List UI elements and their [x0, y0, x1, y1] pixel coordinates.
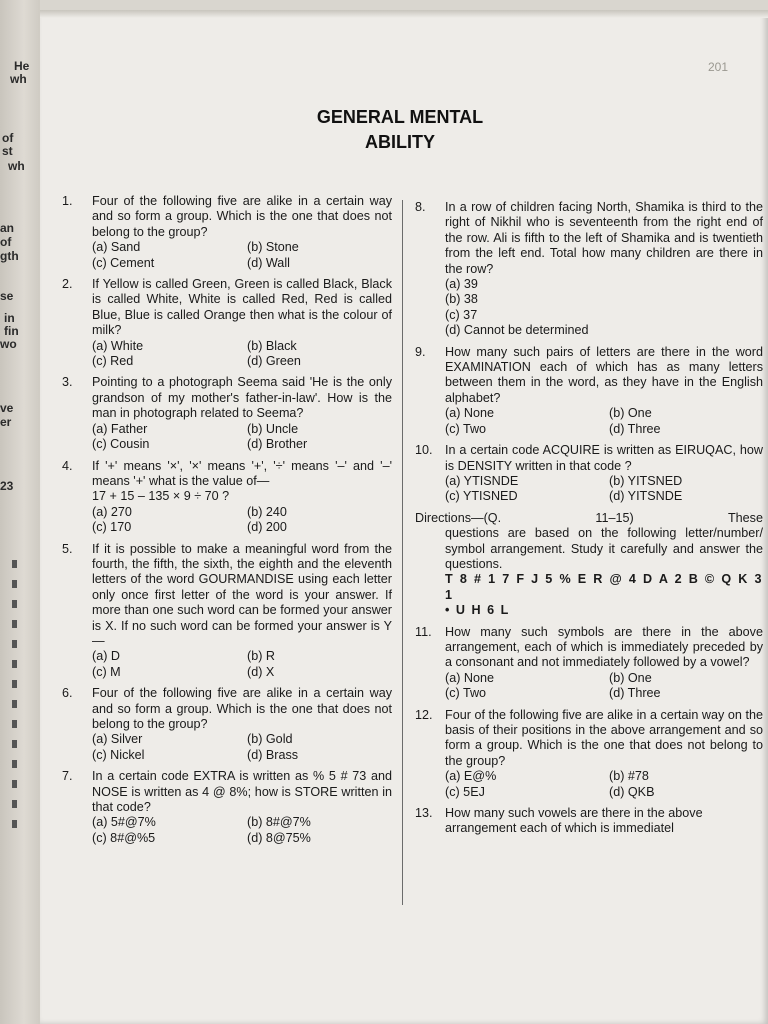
question-3: [62, 375, 392, 452]
option-a: (a) Father: [92, 421, 148, 436]
math-expression: 17 + 15 – 135 × 9 ÷ 70 ?: [92, 489, 230, 504]
option-b: (b) One: [609, 406, 652, 421]
question-text: Four of the following five are alike in a certain way and so form a group. Which is the one that does not belong to the group?: [92, 686, 392, 731]
left-column: [62, 194, 392, 852]
question-5: [62, 542, 392, 681]
directions-text: questions are based on the following letter/number/ symbol arrangement. Study it carefully and answer the questions.: [445, 526, 763, 571]
question-number: 10.: [415, 443, 433, 458]
option-c: (c) Red: [92, 354, 134, 369]
question-13: [415, 806, 763, 837]
edge-fragment: gth: [0, 249, 19, 263]
option-a: (a) 270: [92, 504, 132, 519]
question-number: 8.: [415, 200, 426, 214]
option-b: (b) YITSNED: [609, 473, 683, 488]
question-9: [415, 345, 763, 437]
option-b: (b) 8#@7%: [247, 815, 311, 830]
question-text: Pointing to a photograph Seema said 'He is the only grandson of my mother's father-in-law'. How is the man in photograph related to Seema?: [92, 375, 392, 421]
question-10: [415, 443, 763, 505]
option-b: (b) 240: [247, 504, 287, 519]
option-d: (d) X: [247, 664, 275, 679]
question-text: In a certain code ACQUIRE is written as EIRUQAC, how is DENSITY written in that code ?: [445, 443, 763, 473]
option-c: (c) 170: [92, 520, 132, 535]
book-page: [40, 10, 768, 1024]
question-number: 13.: [415, 806, 433, 821]
question-number: 7.: [62, 769, 73, 784]
option-a: (a) E@%: [445, 769, 497, 784]
option-b: (b) One: [609, 670, 652, 685]
question-number: 11.: [415, 624, 432, 639]
question-text: If it is possible to make a meaningful word from the fourth, the fifth, the sixth, the eighth and the eleventh letters of the word GOURMANDISE using each letter only once first letter of the word is your answer. If more than one such word can be formed your answer is X. If no such word can be formed your answer is Y—: [92, 541, 392, 648]
page-title: [270, 105, 530, 155]
option-d: (d) YITSNDE: [609, 489, 683, 504]
edge-fragment: ve: [0, 401, 14, 415]
edge-fragment: wo: [0, 337, 17, 351]
option-d: (d) Brother: [247, 437, 308, 452]
option-d: (d) Cannot be determined: [445, 323, 589, 338]
option-a: (a) 39: [445, 277, 478, 292]
right-column: [415, 200, 763, 843]
option-c: (c) Cousin: [92, 437, 150, 452]
edge-fragment: er: [0, 415, 12, 429]
option-b: (b) #78: [609, 769, 649, 784]
option-d: (d) Three: [609, 421, 661, 436]
edge-fragment: of: [2, 131, 14, 145]
question-12: [415, 708, 763, 800]
question-text: How many such vowels are there in the above arrangement each of which is immediatel: [445, 806, 703, 836]
option-d: (d) 200: [247, 520, 287, 535]
option-a: (a) Sand: [92, 240, 141, 255]
title-line-2: ABILITY: [365, 132, 435, 152]
option-b: (b) Black: [247, 338, 297, 353]
question-text: If '+' means '×', '×' means '+', '÷' means '–' and '–' means '+' what is the value of—: [92, 458, 392, 488]
directions-label: Directions—(Q.: [415, 510, 502, 525]
question-text: In a certain code EXTRA is written as % 5 # 73 and NOSE is written as 4 @ 8%; how is STORE written in that code?: [92, 769, 392, 815]
question-number: 9.: [415, 344, 426, 359]
option-a: (a) White: [92, 338, 144, 353]
option-c: (c) Two: [445, 686, 487, 701]
option-d: (d) Green: [247, 354, 301, 369]
option-c: (c) Cement: [92, 255, 155, 270]
option-a: (a) 5#@7%: [92, 815, 156, 830]
question-text: Four of the following five are alike in a certain way and so form a group. Which is the one that does not belong to the group?: [92, 194, 392, 239]
symbol-arrangement-line-2: • U H 6 L: [445, 603, 510, 618]
option-a: (a) None: [445, 406, 494, 421]
option-b: (b) Gold: [247, 732, 293, 747]
option-c: (c) 5EJ: [445, 784, 485, 799]
edge-fragment: He: [14, 59, 30, 73]
page-top-shadow: [40, 10, 768, 18]
option-a: (a) Silver: [92, 732, 143, 747]
directions-range: 11–15): [595, 510, 634, 525]
edge-fragment: wh: [10, 72, 27, 86]
question-number: 12.: [415, 707, 433, 722]
option-d: (d) 8@75%: [247, 830, 311, 845]
question-number: 5.: [62, 541, 73, 556]
option-b: (b) Uncle: [247, 421, 299, 436]
edge-fragment: se: [0, 289, 14, 303]
symbol-arrangement-line-1: T 8 # 1 7 F J 5 % E R @ 4 D A 2 B © Q K 3 1: [445, 572, 763, 602]
question-number: 1.: [62, 194, 73, 208]
question-2: [62, 277, 392, 369]
option-c: (c) YTISNED: [445, 489, 518, 504]
question-8: [415, 200, 763, 339]
page-number: 201: [707, 60, 728, 74]
question-text: How many such symbols are there in the above arrangement, each of which is immediately preceded by a consonant and not immediately followed by a vowel?: [445, 624, 763, 670]
question-text: If Yellow is called Green, Green is called Black, Black is called White, White is called Red, Red is called Blue, Blue is called Orange then what is the colour of milk?: [92, 277, 392, 338]
option-a: (a) None: [445, 670, 494, 685]
edge-fragment: an: [0, 221, 15, 235]
option-d: (d) Three: [609, 686, 661, 701]
option-c: (c) Two: [445, 421, 487, 436]
option-d: (d) Wall: [247, 255, 290, 270]
option-a: (a) D: [92, 649, 120, 664]
adjacent-page-edge: [0, 0, 40, 1024]
question-6: [62, 686, 392, 763]
option-c: (c) 37: [445, 307, 478, 322]
option-c: (c) Nickel: [92, 747, 145, 762]
question-7: [62, 769, 392, 846]
edge-fragment: st: [2, 144, 13, 158]
question-number: 2.: [62, 277, 73, 292]
title-line-1: GENERAL MENTAL: [316, 107, 484, 127]
directions-these: These: [727, 510, 763, 525]
option-c: (c) M: [92, 664, 121, 679]
column-divider: [402, 200, 403, 905]
edge-fragment: fin: [4, 324, 19, 338]
option-a: (a) YTISNDE: [445, 473, 519, 488]
question-text: How many such pairs of letters are there in the word EXAMINATION each of which has as many letters between them in the word, as they have in the English alphabet?: [445, 344, 763, 405]
option-d: (d) Brass: [247, 747, 299, 762]
option-b: (b) 38: [445, 292, 478, 307]
option-c: (c) 8#@%5: [92, 830, 156, 845]
edge-fragment: wh: [8, 159, 25, 173]
option-d: (d) QKB: [609, 784, 655, 799]
edge-fragment: of: [0, 235, 12, 249]
edge-fragment: 23: [0, 479, 14, 493]
question-number: 3.: [62, 375, 73, 390]
option-b: (b) R: [247, 649, 275, 664]
question-11: [415, 625, 763, 702]
option-b: (b) Stone: [247, 240, 299, 255]
question-text: In a row of children facing North, Shamika is third to the right of Nikhil who is seventeenth from the right end of the row. Ali is fifth to the left of Shamika and is twentieth from the left end. Total how many children are there in the row?: [445, 200, 763, 276]
edge-fragment: in: [4, 311, 15, 325]
directions-block: [415, 511, 763, 619]
question-number: 4.: [62, 458, 73, 473]
question-text: Four of the following five are alike in a certain way on the basis of their positions in the above arrangement and so form a group. Which is the one that does not belong to the group?: [445, 707, 763, 768]
question-1: [62, 194, 392, 271]
question-number: 6.: [62, 686, 73, 701]
question-4: [62, 459, 392, 536]
